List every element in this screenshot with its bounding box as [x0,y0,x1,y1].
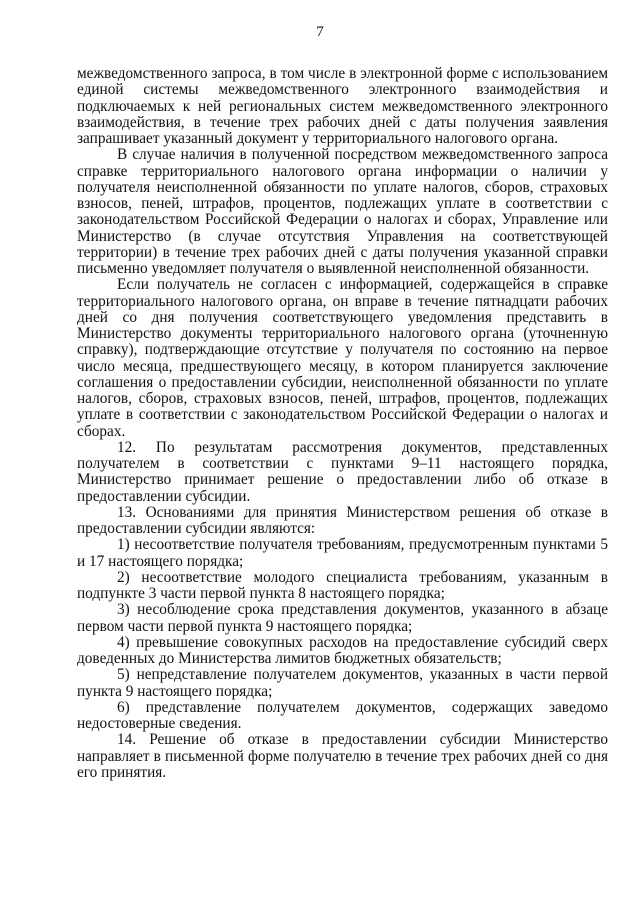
paragraph-item-12: 12. По результатам рассмотрения документов, представленных получателем в соответствии с пунктами 9–11 настоящего порядка, Министерство принимает решение о предоставлении либо об отказе в предоставлении субсидии. [77,438,608,505]
list-item-13-3: 3) несоблюдение срока представления документов, указанного в абзаце первом части первой пункта 9 настоящего порядка; [77,601,608,635]
document-body [77,66,608,781]
paragraph-disagreement: Если получатель не согласен с информацией, содержащейся в справке территориального налогового органа, он вправе в течение пятнадцати рабочих дней со дня получения соответствующего уведомления представить в Министерство документы территориального налогового органа (уточненную справку), подтверждающие отсутствие у получателя по состоянию на первое число месяца, предшествующего месяцу, в котором планируется заключение соглашения о предоставлении субсидии, неисполненной обязанности по уплате налогов, сборов, страховых взносов, пеней, штрафов, процентов, подлежащих уплате в соответствии с законодательством Российской Федерации о налогах и сборах. [77,276,608,440]
page-number: 7 [316,24,324,40]
list-item-13-1: 1) несоответствие получателя требованиям, предусмотренным пунктами 5 и 17 настоящего порядка; [77,536,608,570]
list-item-13-2: 2) несоответствие молодого специалиста требованиям, указанным в подпункте 3 части первой пункта 8 настоящего порядка; [77,568,608,602]
paragraph-continued: межведомственного запроса, в том числе в электронной форме с использованием единой системы межведомственного электронного взаимодействия и подключаемых к ней региональных систем межведомственного электронного взаимодействия, в течение трех рабочих дней с даты получения заявления запрашивает указанный документ у территориального налогового органа. [77,65,608,147]
list-item-13-4: 4) превышение совокупных расходов на предоставление субсидий сверх доведенных до Министерства лимитов бюджетных обязательств; [77,633,608,667]
paragraph-item-13: 13. Основаниями для принятия Министерством решения об отказе в предоставлении субсидии являются: [77,503,608,537]
list-item-13-5: 5) непредставление получателем документов, указанных в части первой пункта 9 настоящего порядка; [77,666,608,700]
list-item-13-6: 6) представление получателем документов, содержащих заведомо недостоверные сведения. [77,698,608,732]
paragraph-item-14: 14. Решение об отказе в предоставлении субсидии Министерство направляет в письменной форме получателю в течение трех рабочих дней со дня его принятия. [77,731,608,781]
paragraph-tax-arrears: В случае наличия в полученной посредством межведомственного запроса справке территориального налогового органа информации о наличии у получателя неисполненной обязанности по уплате налогов, сборов, страховых взносов, пеней, штрафов, процентов, подлежащих уплате в соответствии с законодательством Российской Федерации о налогах и сборах, Управление или Министерство (в случае отсутствия Управления на соответствующей территории) в течение трех рабочих дней с даты получения указанной справки письменно уведомляет получателя о выявленной неисполненной обязанности. [77,146,608,277]
